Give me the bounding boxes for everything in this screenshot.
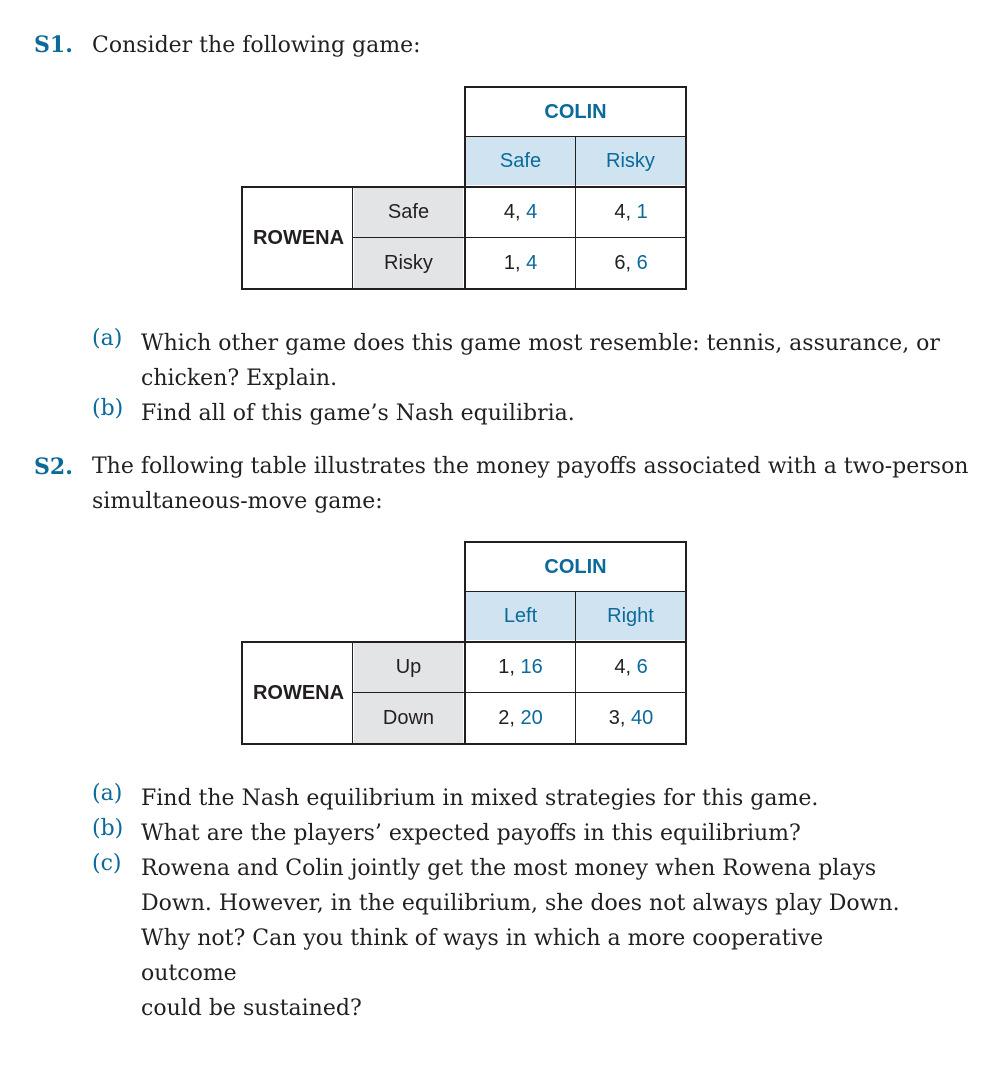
row-payoff: 6 <box>614 251 626 274</box>
problem-number-s1: S1. <box>34 32 73 58</box>
row-payoff: 4 <box>614 200 626 223</box>
col-payoff: 40 <box>631 706 654 729</box>
col-payoff: 20 <box>520 706 543 729</box>
payoff-cell: 4 , 1 <box>614 200 648 223</box>
part-letter: (a) <box>92 781 123 806</box>
col-strategy-risky: Risky <box>576 137 685 185</box>
text-line: chicken? Explain. <box>141 366 338 391</box>
col-payoff: 1 <box>636 200 648 223</box>
text-line: Down. However, in the equilibrium, she does not always play Down. <box>141 891 900 916</box>
column-player-label: COLIN <box>544 556 607 578</box>
col-payoff: 16 <box>520 655 543 678</box>
row-payoff: 3 <box>608 706 620 729</box>
payoff-cell: 2 , 20 <box>498 706 543 729</box>
row-player-label: ROWENA <box>252 226 345 249</box>
payoff-cell: 4 , 4 <box>503 200 538 223</box>
row-strategy-risky: Risky <box>354 238 463 288</box>
col-payoff: 6 <box>636 655 648 678</box>
payoff-cell: 6 , 6 <box>614 251 648 274</box>
column-player-label: COLIN <box>544 101 607 123</box>
row-payoff: 1 <box>503 251 515 274</box>
part-text-s2-c <box>141 851 917 1026</box>
col-strategy-left: Left <box>466 592 575 640</box>
row-strategy-safe: Safe <box>354 188 463 237</box>
row-strategy-up: Up <box>354 643 463 692</box>
grid-line <box>352 186 353 290</box>
part-letter: (b) <box>92 816 124 841</box>
row-payoff: 2 <box>498 706 510 729</box>
text-line: The following table illustrates the money payoffs associated with a two-person <box>92 454 969 479</box>
payoff-cell: 4 , 6 <box>614 655 648 678</box>
problem-number-s2: S2. <box>34 454 73 480</box>
col-strategy-safe: Safe <box>466 137 575 185</box>
part-text-s2-b: What are the players’ expected payoffs in this equilibrium? <box>141 821 801 846</box>
row-payoff: 4 <box>614 655 626 678</box>
part-text-s2-a: Find the Nash equilibrium in mixed strategies for this game. <box>141 786 819 811</box>
payoff-table-s1 <box>241 86 687 290</box>
text-line: simultaneous-move game: <box>92 489 383 514</box>
row-player-label: ROWENA <box>252 681 345 704</box>
part-letter: (c) <box>92 851 122 876</box>
payoff-cell: 1 , 16 <box>498 655 543 678</box>
grid-line <box>575 136 576 290</box>
problem-stem-s2 <box>92 449 968 519</box>
text-line: Rowena and Colin jointly get the most money when Rowena plays <box>141 856 877 881</box>
row-strategy-down: Down <box>354 693 463 743</box>
grid-line <box>575 591 576 745</box>
part-letter: (b) <box>92 396 124 421</box>
col-payoff: 4 <box>526 251 538 274</box>
col-payoff: 6 <box>636 251 648 274</box>
grid-line <box>353 692 687 693</box>
problem-stem-s1: Consider the following game: <box>92 33 421 58</box>
part-text-s1-a <box>141 326 940 396</box>
row-payoff: 1 <box>498 655 510 678</box>
col-payoff: 4 <box>526 200 538 223</box>
grid-line <box>352 641 353 745</box>
payoff-cell: 3 , 40 <box>608 706 654 729</box>
payoff-cell: 1 , 4 <box>503 251 538 274</box>
part-text-s1-b: Find all of this game’s Nash equilibria. <box>141 401 575 426</box>
payoff-table-s2 <box>241 541 687 745</box>
text-line: Which other game does this game most resemble: tennis, assurance, or <box>141 331 940 356</box>
text-line: could be sustained? <box>141 996 362 1021</box>
grid-line <box>353 237 687 238</box>
row-payoff: 4 <box>503 200 515 223</box>
text-line: Why not? Can you think of ways in which a more cooperative outcome <box>141 926 824 986</box>
part-letter: (a) <box>92 326 123 351</box>
col-strategy-right: Right <box>576 592 685 640</box>
